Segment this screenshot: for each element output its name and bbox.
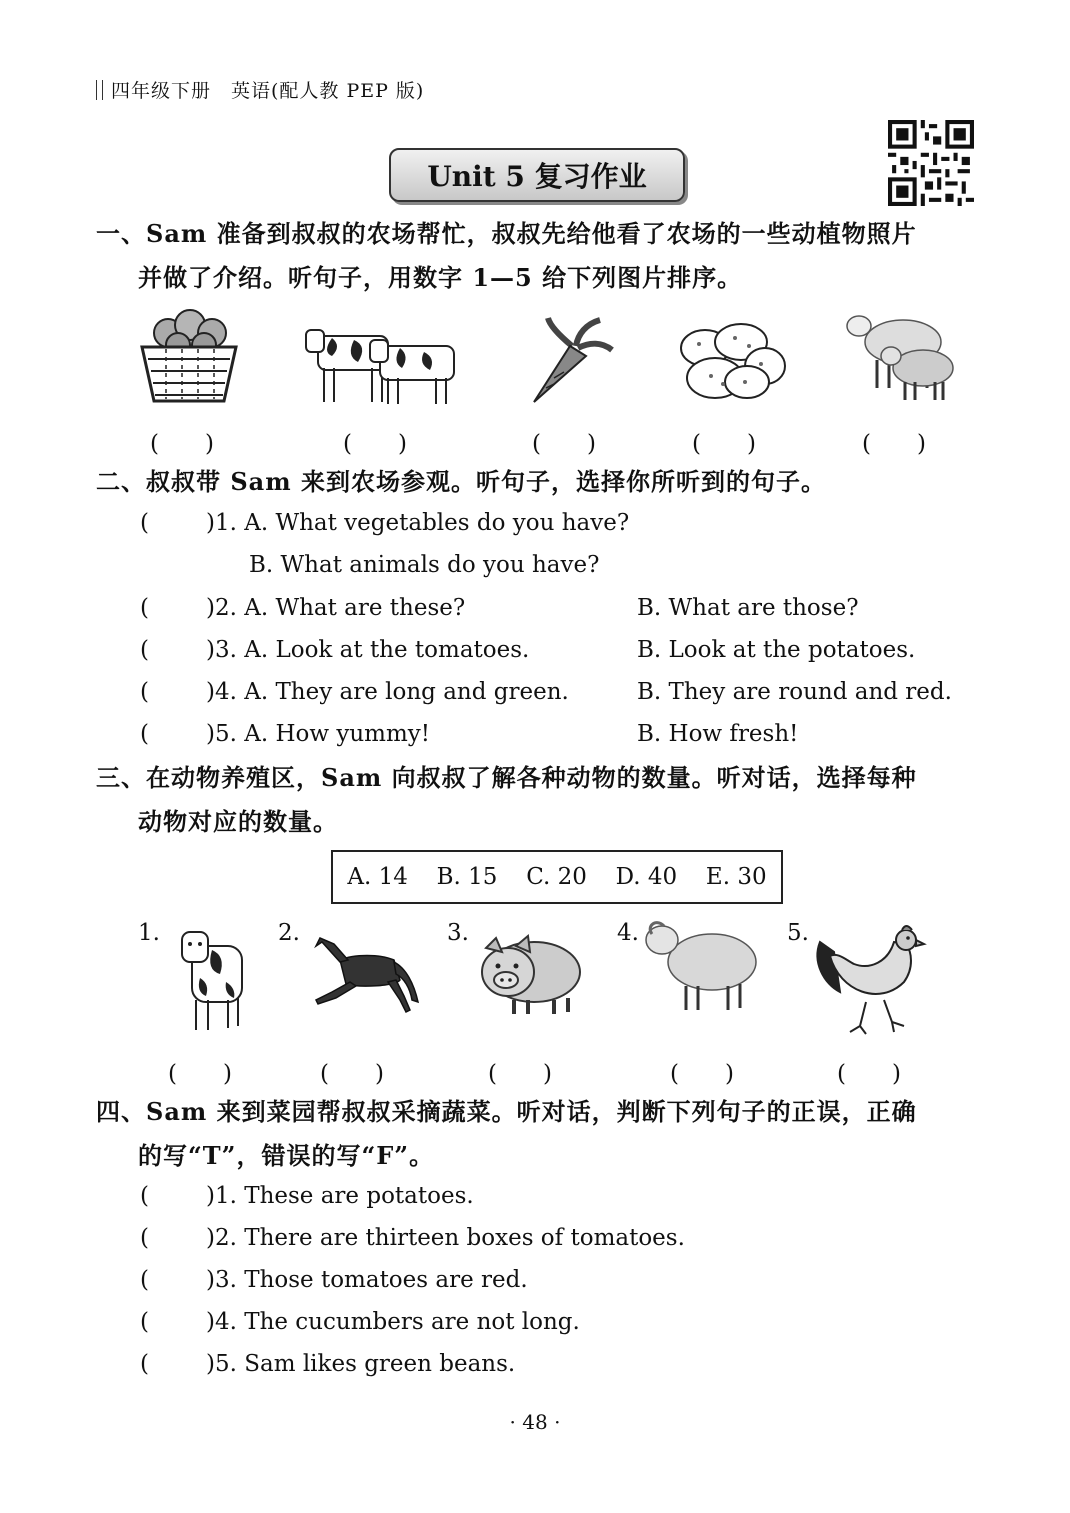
sec2-blank-3[interactable]: ( [140, 637, 149, 663]
section4-line2: 的写“T”，错误的写“F”。 [138, 1141, 435, 1170]
potatoes-image [675, 320, 787, 402]
sec4-blank-2[interactable]: ( [140, 1225, 149, 1251]
section3-line1: 三、在动物养殖区，Sam 向叔叔了解各种动物的数量。听对话，选择每种 [96, 763, 917, 792]
sec4-item-4: )4. The cucumbers are not long. [206, 1309, 580, 1335]
sec1-answer-blank-1[interactable]: ( ) [150, 431, 214, 457]
animal-number-4: 4. [617, 920, 639, 946]
qr-code-icon [888, 120, 974, 206]
sec4-blank-3[interactable]: ( [140, 1267, 149, 1293]
cows-image [300, 322, 466, 406]
sec4-blank-1[interactable]: ( [140, 1183, 149, 1209]
sec2-item3-option-b: B. Look at the potatoes. [637, 637, 916, 663]
sec4-item-1: )1. These are potatoes. [206, 1183, 474, 1209]
sec2-item1-option-a: )1. A. What vegetables do you have? [206, 510, 630, 536]
sec1-answer-blank-4[interactable]: ( ) [692, 431, 756, 457]
sec3-answer-blank-2[interactable]: ( ) [320, 1061, 384, 1087]
sheep-pair-image [843, 308, 957, 402]
sec1-answer-blank-5[interactable]: ( ) [862, 431, 926, 457]
sec2-blank-2[interactable]: ( [140, 595, 149, 621]
section1-line2: 并做了介绍。听句子，用数字 1—5 给下列图片排序。 [138, 263, 743, 292]
section1-heading [96, 212, 976, 300]
sec2-item5-option-a: )5. A. How yummy! [206, 721, 431, 747]
sec2-item4-option-a: )4. A. They are long and green. [206, 679, 569, 705]
sec2-blank-5[interactable]: ( [140, 721, 149, 747]
pig-image [472, 930, 588, 1016]
sec1-answer-blank-3[interactable]: ( ) [532, 431, 596, 457]
section3-heading [96, 756, 976, 844]
option-e: E. 30 [705, 864, 767, 890]
animal-number-1: 1. [138, 920, 160, 946]
section1-line1: 一、Sam 准备到叔叔的农场帮忙，叔叔先给他看了农场的一些动植物照片 [96, 219, 917, 248]
sec3-answer-blank-4[interactable]: ( ) [670, 1061, 734, 1087]
sec2-blank-1[interactable]: ( [140, 510, 149, 536]
header-bar-mark [96, 80, 103, 100]
sheep-image [642, 916, 762, 1014]
sec4-blank-4[interactable]: ( [140, 1309, 149, 1335]
sec4-item-5: )5. Sam likes green beans. [206, 1351, 516, 1377]
sec2-item4-option-b: B. They are round and red. [637, 679, 952, 705]
option-b: B. 15 [436, 864, 498, 890]
option-a: A. 14 [347, 864, 408, 890]
sec3-answer-blank-5[interactable]: ( ) [837, 1061, 901, 1087]
carrot-image [520, 316, 620, 406]
sec2-item5-option-b: B. How fresh! [637, 721, 799, 747]
option-c: C. 20 [526, 864, 587, 890]
section2-heading: 二、叔叔带 Sam 来到农场参观。听句子，选择你所听到的句子。 [96, 467, 826, 496]
animal-number-5: 5. [787, 920, 809, 946]
section3-line2: 动物对应的数量。 [138, 807, 338, 836]
sec2-item1-option-b: B. What animals do you have? [249, 552, 600, 578]
cow-image [170, 920, 250, 1034]
option-d: D. 40 [615, 864, 678, 890]
section4-line1: 四、Sam 来到菜园帮叔叔采摘蔬菜。听对话，判断下列句子的正误，正确 [96, 1097, 917, 1126]
sec2-item2-option-a: )2. A. What are these? [206, 595, 466, 621]
running-header [96, 76, 424, 103]
horse-image [310, 930, 422, 1014]
sec3-answer-blank-1[interactable]: ( ) [168, 1061, 232, 1087]
sec3-answer-blank-3[interactable]: ( ) [488, 1061, 552, 1087]
sec4-blank-5[interactable]: ( [140, 1351, 149, 1377]
section4-heading [96, 1090, 976, 1178]
sec1-answer-blank-2[interactable]: ( ) [343, 431, 407, 457]
sec2-blank-4[interactable]: ( [140, 679, 149, 705]
page-title: Unit 5 复习作业 [389, 148, 685, 202]
sec2-item2-option-b: B. What are those? [637, 595, 859, 621]
sec4-item-3: )3. Those tomatoes are red. [206, 1267, 528, 1293]
page-number: · 48 · [509, 1410, 561, 1434]
animal-number-2: 2. [278, 920, 300, 946]
basket-of-tomatoes-image [138, 305, 240, 405]
hen-image [810, 922, 928, 1040]
sec4-item-2: )2. There are thirteen boxes of tomatoes. [206, 1225, 685, 1251]
number-options-box [331, 850, 783, 904]
sec2-item3-option-a: )3. A. Look at the tomatoes. [206, 637, 530, 663]
animal-number-3: 3. [447, 920, 469, 946]
header-text: 四年级下册 英语(配人教 PEP 版) [111, 80, 425, 102]
